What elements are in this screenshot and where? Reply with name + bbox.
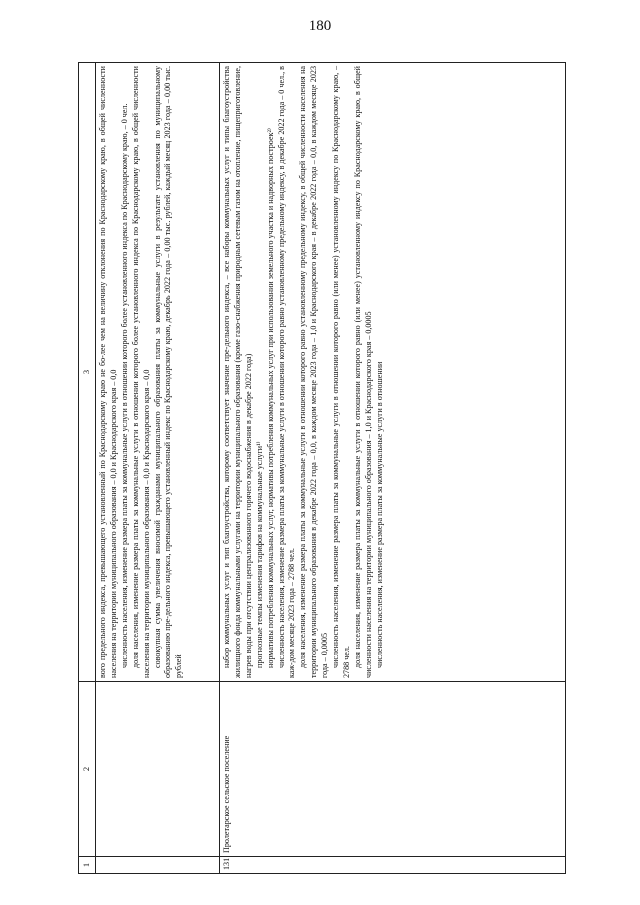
settlement-cell [96,682,220,857]
paragraph: доля населения, изменение размера платы за коммунальные услуги в отношении которого равно установленному предельному индексу, в общей численности населения на территории муниципального образования в декабре 2022 года – 0,0, в каждом месяце 2023 года – 1,0 и Краснодарского края – в декабре 2022 года – 0,0, в каждом месяце 2023 года – 0,0005 [298,66,330,678]
paragraph: численность населения, изменение размера платы за коммунальные услуги в отношении которого равно (или менее) установленному индексу по Краснодарскому краю, – 2788 чел. [331,66,351,678]
header-col-3: 3 [79,63,96,682]
paragraph: численность населения, изменение размера платы за коммунальные услуги в отношении которого равно установленному предельному индексу, в декабре 2022 года – 0 чел., в каж-дом месяце 2023 года – 2788 чел. [276,66,297,678]
description-cell [220,63,566,682]
paragraph: совокупная сумма увеличения вносимой гражданами муниципального образования платы за коммунальные услуги в результате установления по муниципальному образованию пре-дельного индекса, превышающего установленный индекс по Краснодарскому краю, декабрь 2022 года – 0,00 тыс. рублей, каждый месяц 2023 года – 0,00 тыс. рублей [152,66,184,678]
paragraph: доля населения, изменение размера платы за коммунальные услуги в отношении которого более установленного индекса по Краснодарскому краю, в общей численности населения на территории муниципального образования – 0,0 и Краснодарского края – 0,0 [130,66,151,678]
data-table [78,62,566,874]
description-cell [96,63,220,682]
row-number-cell [96,857,220,874]
paragraph: нормативы потребления коммунальных услуг, нормативы потребления коммунальных услуг при использовании земельного участка и надворных построек²⁾ [265,128,275,668]
paragraph: численность населения, изменение размера платы за коммунальные услуги в отношении которого более установленного индекса по Краснодарскому краю, – 0 чел. [119,103,129,668]
paragraph: вого предельного индекса, превышающего установленный по Краснодарскому краю не бо-лее чем на величину отклонения по Краснодарскому краю, в общей численности населения на территории муниципального образования – 0,0 и Краснодарского края – 0,0 [98,66,118,678]
rotated-table-wrapper [78,62,566,874]
settlement-cell: Пролетарское сельское поселение [220,682,566,857]
paragraph: численность населения, изменение размера платы за коммунальные услуги в отношении [374,361,384,668]
header-col-1: 1 [79,857,96,874]
paragraph: прогнозные темпы изменения тарифов на коммунальные услуги¹⁾ [254,441,264,668]
row-number-cell: 131 [220,857,566,874]
table-header-row [79,63,96,874]
table-row-continued [96,63,220,874]
page-number: 180 [308,18,332,34]
header-col-2: 2 [79,682,96,857]
paragraph: доля населения, изменение размера платы за коммунальные услуги в отношении которого равно (или менее) установленному индексу по Краснодарскому краю, в общей численности населения на территории муниципального образования – 1,0 и Краснодарского края – 0,0005 [352,66,373,678]
table-row-131 [220,63,566,874]
paragraph: набор коммунальных услуг и тип благоустройства, которому соответствует значение пре-дельного индекса, – все наборы коммунальных услуг и типы благоустройства жилищного фонда коммунальными услугами на территории муниципального образования (кроме газо-снабжения природным сетевым газом на отопление, пищеприготовление, нагрев воды при отсутствии централизованного горячего водоснабжения в декабре 2022 года) [222,66,253,678]
